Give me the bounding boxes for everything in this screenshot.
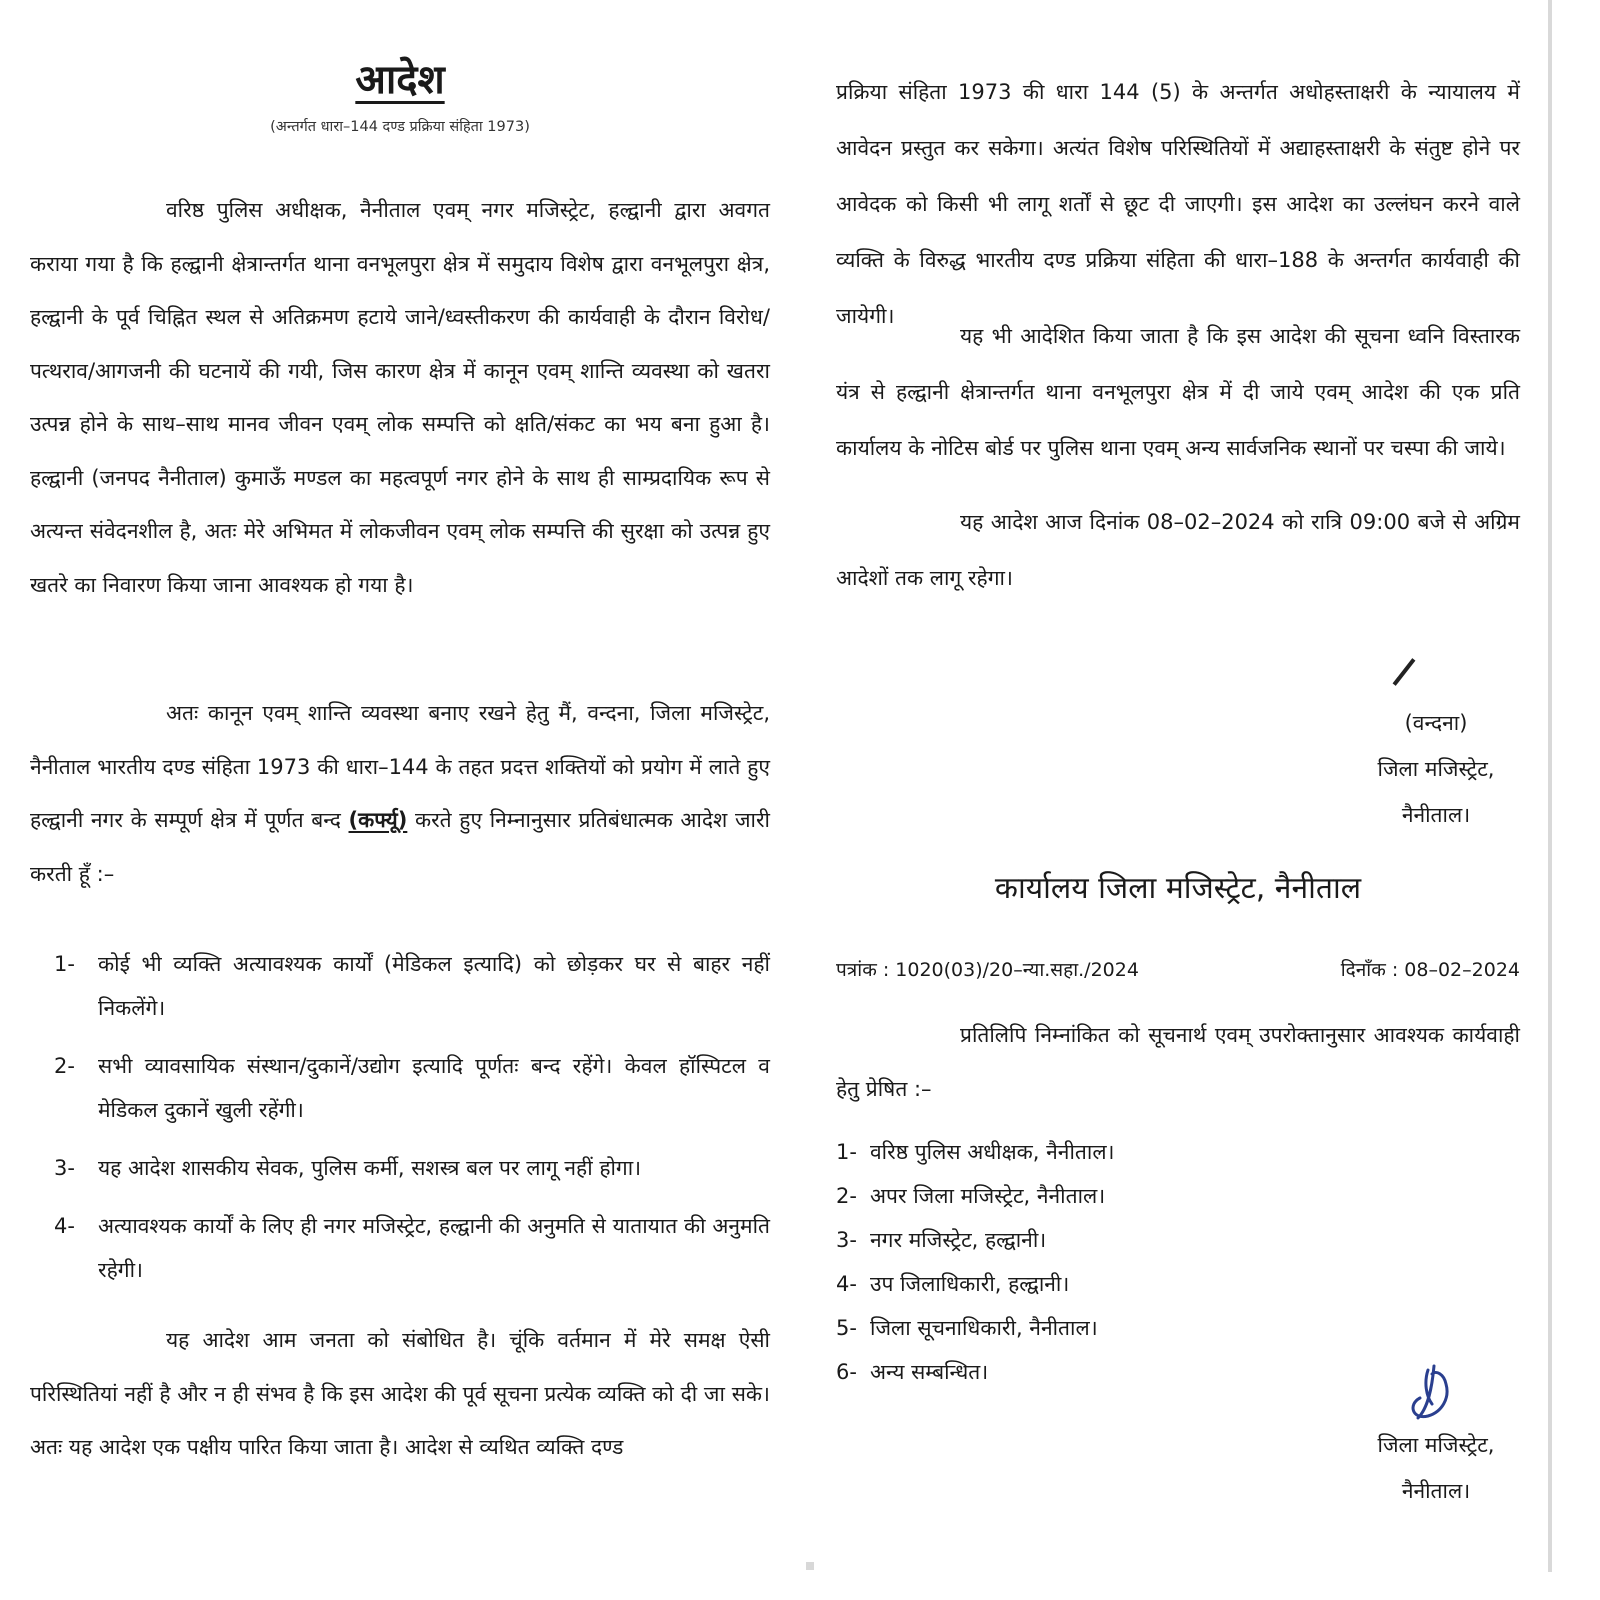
- copy-list-item: [836, 1218, 1520, 1262]
- copy-list-item: [836, 1174, 1520, 1218]
- order-list-item: [30, 1204, 770, 1292]
- copy-recipient: अन्य सम्बन्धित।: [870, 1360, 989, 1384]
- curfew-word: (कर्फ्यू): [348, 808, 408, 832]
- para2-text-b: करते हुए निम्नानुसार प्रतिबंधात्मक आदेश जारी करती हूँ :–: [30, 808, 770, 886]
- copy-number: 3-: [836, 1228, 857, 1252]
- right-paragraph-3: यह आदेश आज दिनांक 08–02–2024 को रात्रि 09:00 बजे से अग्रिम आदेशों तक लागू रहेगा।: [836, 510, 1520, 590]
- order-number: 3-: [54, 1156, 75, 1180]
- order-text: कोई भी व्यक्ति अत्यावश्यक कार्यों (मेडिकल इत्यादि) को छोड़कर घर से बाहर नहीं निकलेंगे।: [98, 952, 770, 1020]
- copy-number: 1-: [836, 1140, 857, 1164]
- copy-recipient: वरिष्ठ पुलिस अधीक्षक, नैनीताल।: [870, 1140, 1115, 1164]
- copy-recipient: नगर मजिस्ट्रेट, हल्द्वानी।: [870, 1228, 1047, 1252]
- order-text: सभी व्यावसायिक संस्थान/दुकानें/उद्योग इत्यादि पूर्णतः बन्द रहेंगे। केवल हॉस्पिटल व मेडिकल दुकानें खुली रहेंगी।: [98, 1054, 770, 1122]
- reference-row: [836, 956, 1520, 982]
- copy-number: 4-: [836, 1272, 857, 1296]
- order-title-text: आदेश: [355, 57, 445, 103]
- order-number: 1-: [54, 952, 75, 976]
- order-title: [30, 50, 770, 105]
- order-list-item: [30, 1146, 770, 1190]
- office-heading: कार्यालय जिला मजिस्ट्रेट, नैनीताल: [994, 871, 1362, 906]
- copy-forwarded-text: प्रतिलिपि निम्नांकित को सूचनार्थ एवम् उपरोक्तानुसार आवश्यक कार्यवाही हेतु प्रेषित :–: [836, 1023, 1520, 1101]
- right-paragraph-2: यह भी आदेशित किया जाता है कि इस आदेश की सूचना ध्वनि विस्तारक यंत्र से हल्द्वानी क्षेत्रान्तर्गत थाना वनभूलपुरा क्षेत्र में दी जाये एवम् आदेश की एक प्रति कार्यालय के नोटिस बोर्ड पर पुलिस थाना एवम् अन्य सार्वजनिक स्थानों पर चस्पा की जाये।: [836, 324, 1520, 460]
- letter-number: पत्रांक : 1020(03)/20–न्या.सहा./2024: [836, 959, 1139, 981]
- signatory-title-2: जिला मजिस्ट्रेट,: [1377, 1433, 1495, 1457]
- copy-number: 2-: [836, 1184, 857, 1208]
- copy-list-item: [836, 1262, 1520, 1306]
- signatory-place-2: नैनीताल।: [1401, 1479, 1471, 1503]
- copy-recipient: उप जिलाधिकारी, हल्द्वानी।: [870, 1272, 1070, 1296]
- copy-list-item: [836, 1306, 1520, 1350]
- order-list-item: [30, 1044, 770, 1132]
- order-number: 4-: [54, 1214, 75, 1238]
- copy-recipient: अपर जिला मजिस्ट्रेट, नैनीताल।: [870, 1184, 1106, 1208]
- order-list: [30, 942, 770, 1306]
- signatory-place: नैनीताल।: [1401, 803, 1471, 827]
- order-subtitle: (अन्तर्गत धारा–144 दण्ड प्रक्रिया संहिता 1973): [270, 119, 530, 135]
- handwritten-signature: [1398, 1358, 1488, 1428]
- signatory-title: जिला मजिस्ट्रेट,: [1377, 757, 1495, 781]
- scan-dot: [806, 1562, 814, 1570]
- signature-block: [1276, 700, 1596, 838]
- copy-list: [836, 1130, 1520, 1394]
- order-paragraph-3: यह आदेश आम जनता को संबोधित है। चूंकि वर्तमान में मेरे समक्ष ऐसी परिस्थितियां नहीं है और न ही संभव है कि इस आदेश की पूर्व सूचना प्रत्येक व्यक्ति को दी जा सके। अतः यह आदेश एक पक्षीय पारित किया जाता है। आदेश से व्यथित व्यक्ति दण्ड: [30, 1328, 770, 1459]
- order-text: यह आदेश शासकीय सेवक, पुलिस कर्मी, सशस्त्र बल पर लागू नहीं होगा।: [98, 1156, 642, 1180]
- letter-date: दिनाँक : 08–02–2024: [1340, 959, 1520, 981]
- copy-number: 6-: [836, 1360, 857, 1384]
- copy-number: 5-: [836, 1316, 857, 1340]
- para2-text-a: अतः कानून एवम् शान्ति व्यवस्था बनाए रखने हेतु मैं, वन्दना, जिला मजिस्ट्रेट, नैनीताल भारतीय दण्ड संहिता 1973 की धारा–144 के तहत प्रदत्त शक्तियों को प्रयोग में लाते हुए हल्द्वानी नगर के सम्पूर्ण क्षेत्र में पूर्णत बन्द: [30, 701, 770, 832]
- order-list-item: [30, 942, 770, 1030]
- copy-list-item: [836, 1130, 1520, 1174]
- copy-recipient: जिला सूचनाधिकारी, नैनीताल।: [870, 1316, 1098, 1340]
- signature-block-2: [1276, 1422, 1596, 1514]
- order-paragraph-1: वरिष्ठ पुलिस अधीक्षक, नैनीताल एवम् नगर मजिस्ट्रेट, हल्द्वानी द्वारा अवगत कराया गया है कि हल्द्वानी क्षेत्रान्तर्गत थाना वनभूलपुरा क्षेत्र में समुदाय विशेष द्वारा वनभूलपुरा क्षेत्र, हल्द्वानी के पूर्व चिह्नित स्थल से अतिक्रमण हटाये जाने/ध्वस्तीकरण की कार्यवाही के दौरान विरोध/पत्थराव/आगजनी की घटनायें की गयी, जिस कारण क्षेत्र में कानून एवम् शान्ति व्यवस्था को खतरा उत्पन्न होने के साथ–साथ मानव जीवन एवम् लोक सम्पत्ति को क्षति/संकट का भय बना हुआ है। हल्द्वानी (जनपद नैनीताल) कुमाऊँ मण्डल का महत्वपूर्ण नगर होने के साथ ही साम्प्रदायिक रूप से अत्यन्त संवेदनशील है, अतः मेरे अभिमत में लोकजीवन एवम् लोक सम्पत्ति की सुरक्षा को उत्पन्न हुए खतरे का निवारण किया जाना आवश्यक हो गया है।: [30, 198, 770, 597]
- signature-mark: [1393, 658, 1416, 686]
- signatory-name: (वन्दना): [1404, 711, 1468, 735]
- order-text: अत्यावश्यक कार्यों के लिए ही नगर मजिस्ट्रेट, हल्द्वानी की अनुमति से यातायात की अनुमति रहेगी।: [98, 1214, 770, 1282]
- order-number: 2-: [54, 1054, 75, 1078]
- order-paragraph-2: [30, 687, 770, 901]
- right-paragraph-1: प्रक्रिया संहिता 1973 की धारा 144 (5) के अन्तर्गत अधोहस्ताक्षरी के न्यायालय में आवेदन प्रस्तुत कर सकेगा। अत्यंत विशेष परिस्थितियों में अद्याहस्ताक्षरी के संतुष्ट होने पर आवेदक को किसी भी लागू शर्तों से छूट दी जाएगी। इस आदेश का उल्लंघन करने वाले व्यक्ति के विरुद्ध भारतीय दण्ड प्रक्रिया संहिता की धारा–188 के अन्तर्गत कार्यवाही की जायेगी।: [836, 80, 1520, 328]
